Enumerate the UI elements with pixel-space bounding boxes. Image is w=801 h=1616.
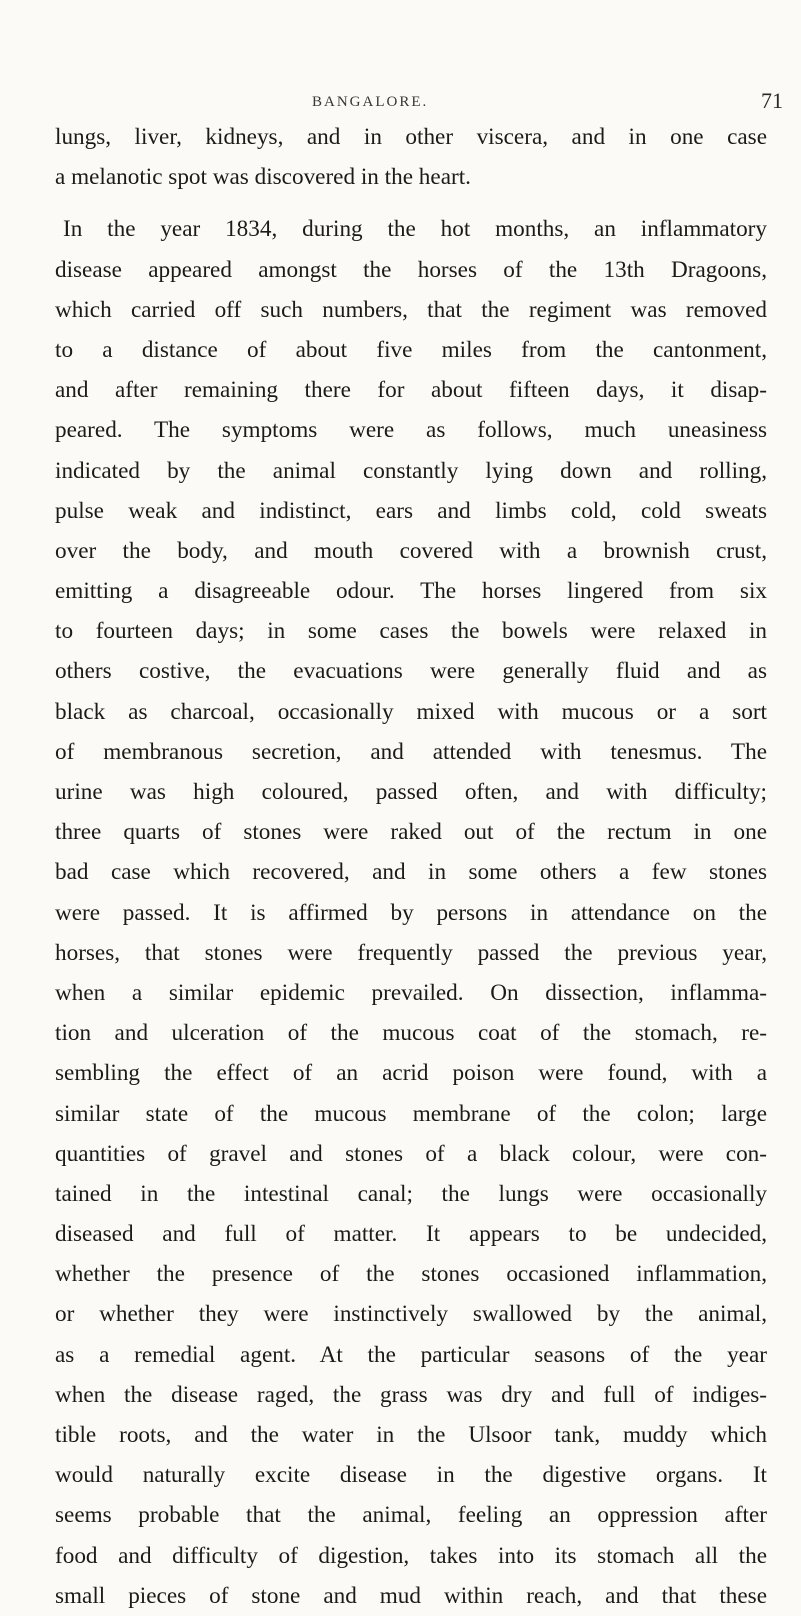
text-line: a melanotic spot was discovered in the heart. (55, 164, 471, 191)
text-line: black as charcoal, occasionally mixed with mucous or a sort (55, 698, 767, 725)
text-line: over the body, and mouth covered with a brownish crust, (55, 537, 767, 564)
text-line: indicated by the animal constantly lying down and rolling, (55, 457, 767, 484)
text-line: were passed. It is affirmed by persons in attendance on the (55, 899, 767, 926)
text-line: tible roots, and the water in the Ulsoor tank, muddy which (55, 1422, 767, 1448)
text-line: diseased and full of matter. It appears to be undecided, (55, 1221, 767, 1248)
text-line: In the year 1834, during the hot months, an inflammatory (63, 216, 767, 243)
page-header (0, 88, 801, 118)
text-line: similar state of the mucous membrane of the colon; large (55, 1100, 767, 1127)
text-line: lungs, liver, kidneys, and in other viscera, and in one case (55, 124, 767, 150)
text-line: tained in the intestinal canal; the lungs were occasionally (55, 1180, 767, 1207)
text-line: whether the presence of the stones occasioned inflammation, (55, 1261, 767, 1288)
text-line: when the disease raged, the grass was dry and full of indiges- (55, 1381, 767, 1408)
text-line: pulse weak and indistinct, ears and limbs cold, cold sweats (55, 497, 767, 524)
text-line: of membranous secretion, and attended with tenesmus. The (55, 738, 767, 765)
text-line: would naturally excite disease in the digestive organs. It (55, 1462, 767, 1489)
text-line: quantities of gravel and stones of a black colour, were con- (55, 1140, 767, 1167)
text-line: tion and ulceration of the mucous coat of the stomach, re- (55, 1020, 767, 1047)
page-number: 71 (761, 88, 783, 113)
text-line: and after remaining there for about fifteen days, it disap- (55, 377, 767, 404)
text-line: bad case which recovered, and in some others a few stones (55, 859, 767, 886)
text-line: or whether they were instinctively swallowed by the animal, (55, 1301, 767, 1328)
running-head: BANGALORE. (312, 94, 429, 110)
body-text (55, 117, 767, 1616)
text-line: to a distance of about five miles from the cantonment, (55, 336, 767, 363)
text-line: urine was high coloured, passed often, and with difficulty; (55, 779, 767, 805)
text-line: when a similar epidemic prevailed. On dissection, inflamma- (55, 979, 767, 1006)
text-line: peared. The symptoms were as follows, much uneasiness (55, 417, 767, 444)
text-line: disease appeared amongst the horses of the 13th Dragoons, (55, 256, 767, 283)
text-line: which carried off such numbers, that the regiment was removed (55, 296, 767, 323)
text-line: others costive, the evacuations were generally fluid and as (55, 658, 767, 685)
text-line: to fourteen days; in some cases the bowels were relaxed in (55, 618, 767, 645)
text-line: food and difficulty of digestion, takes into its stomach all the (55, 1542, 767, 1569)
text-line: seems probable that the animal, feeling an oppression after (55, 1502, 767, 1529)
text-line: three quarts of stones were raked out of the rectum in one (55, 819, 767, 846)
text-line: horses, that stones were frequently passed the previous year, (55, 939, 767, 966)
text-line: sembling the effect of an acrid poison were found, with a (55, 1060, 767, 1087)
text-line: small pieces of stone and mud within reach, and that these (55, 1582, 767, 1609)
text-line: emitting a disagreeable odour. The horses lingered from six (55, 578, 767, 605)
text-line: as a remedial agent. At the particular seasons of the year (55, 1341, 767, 1368)
